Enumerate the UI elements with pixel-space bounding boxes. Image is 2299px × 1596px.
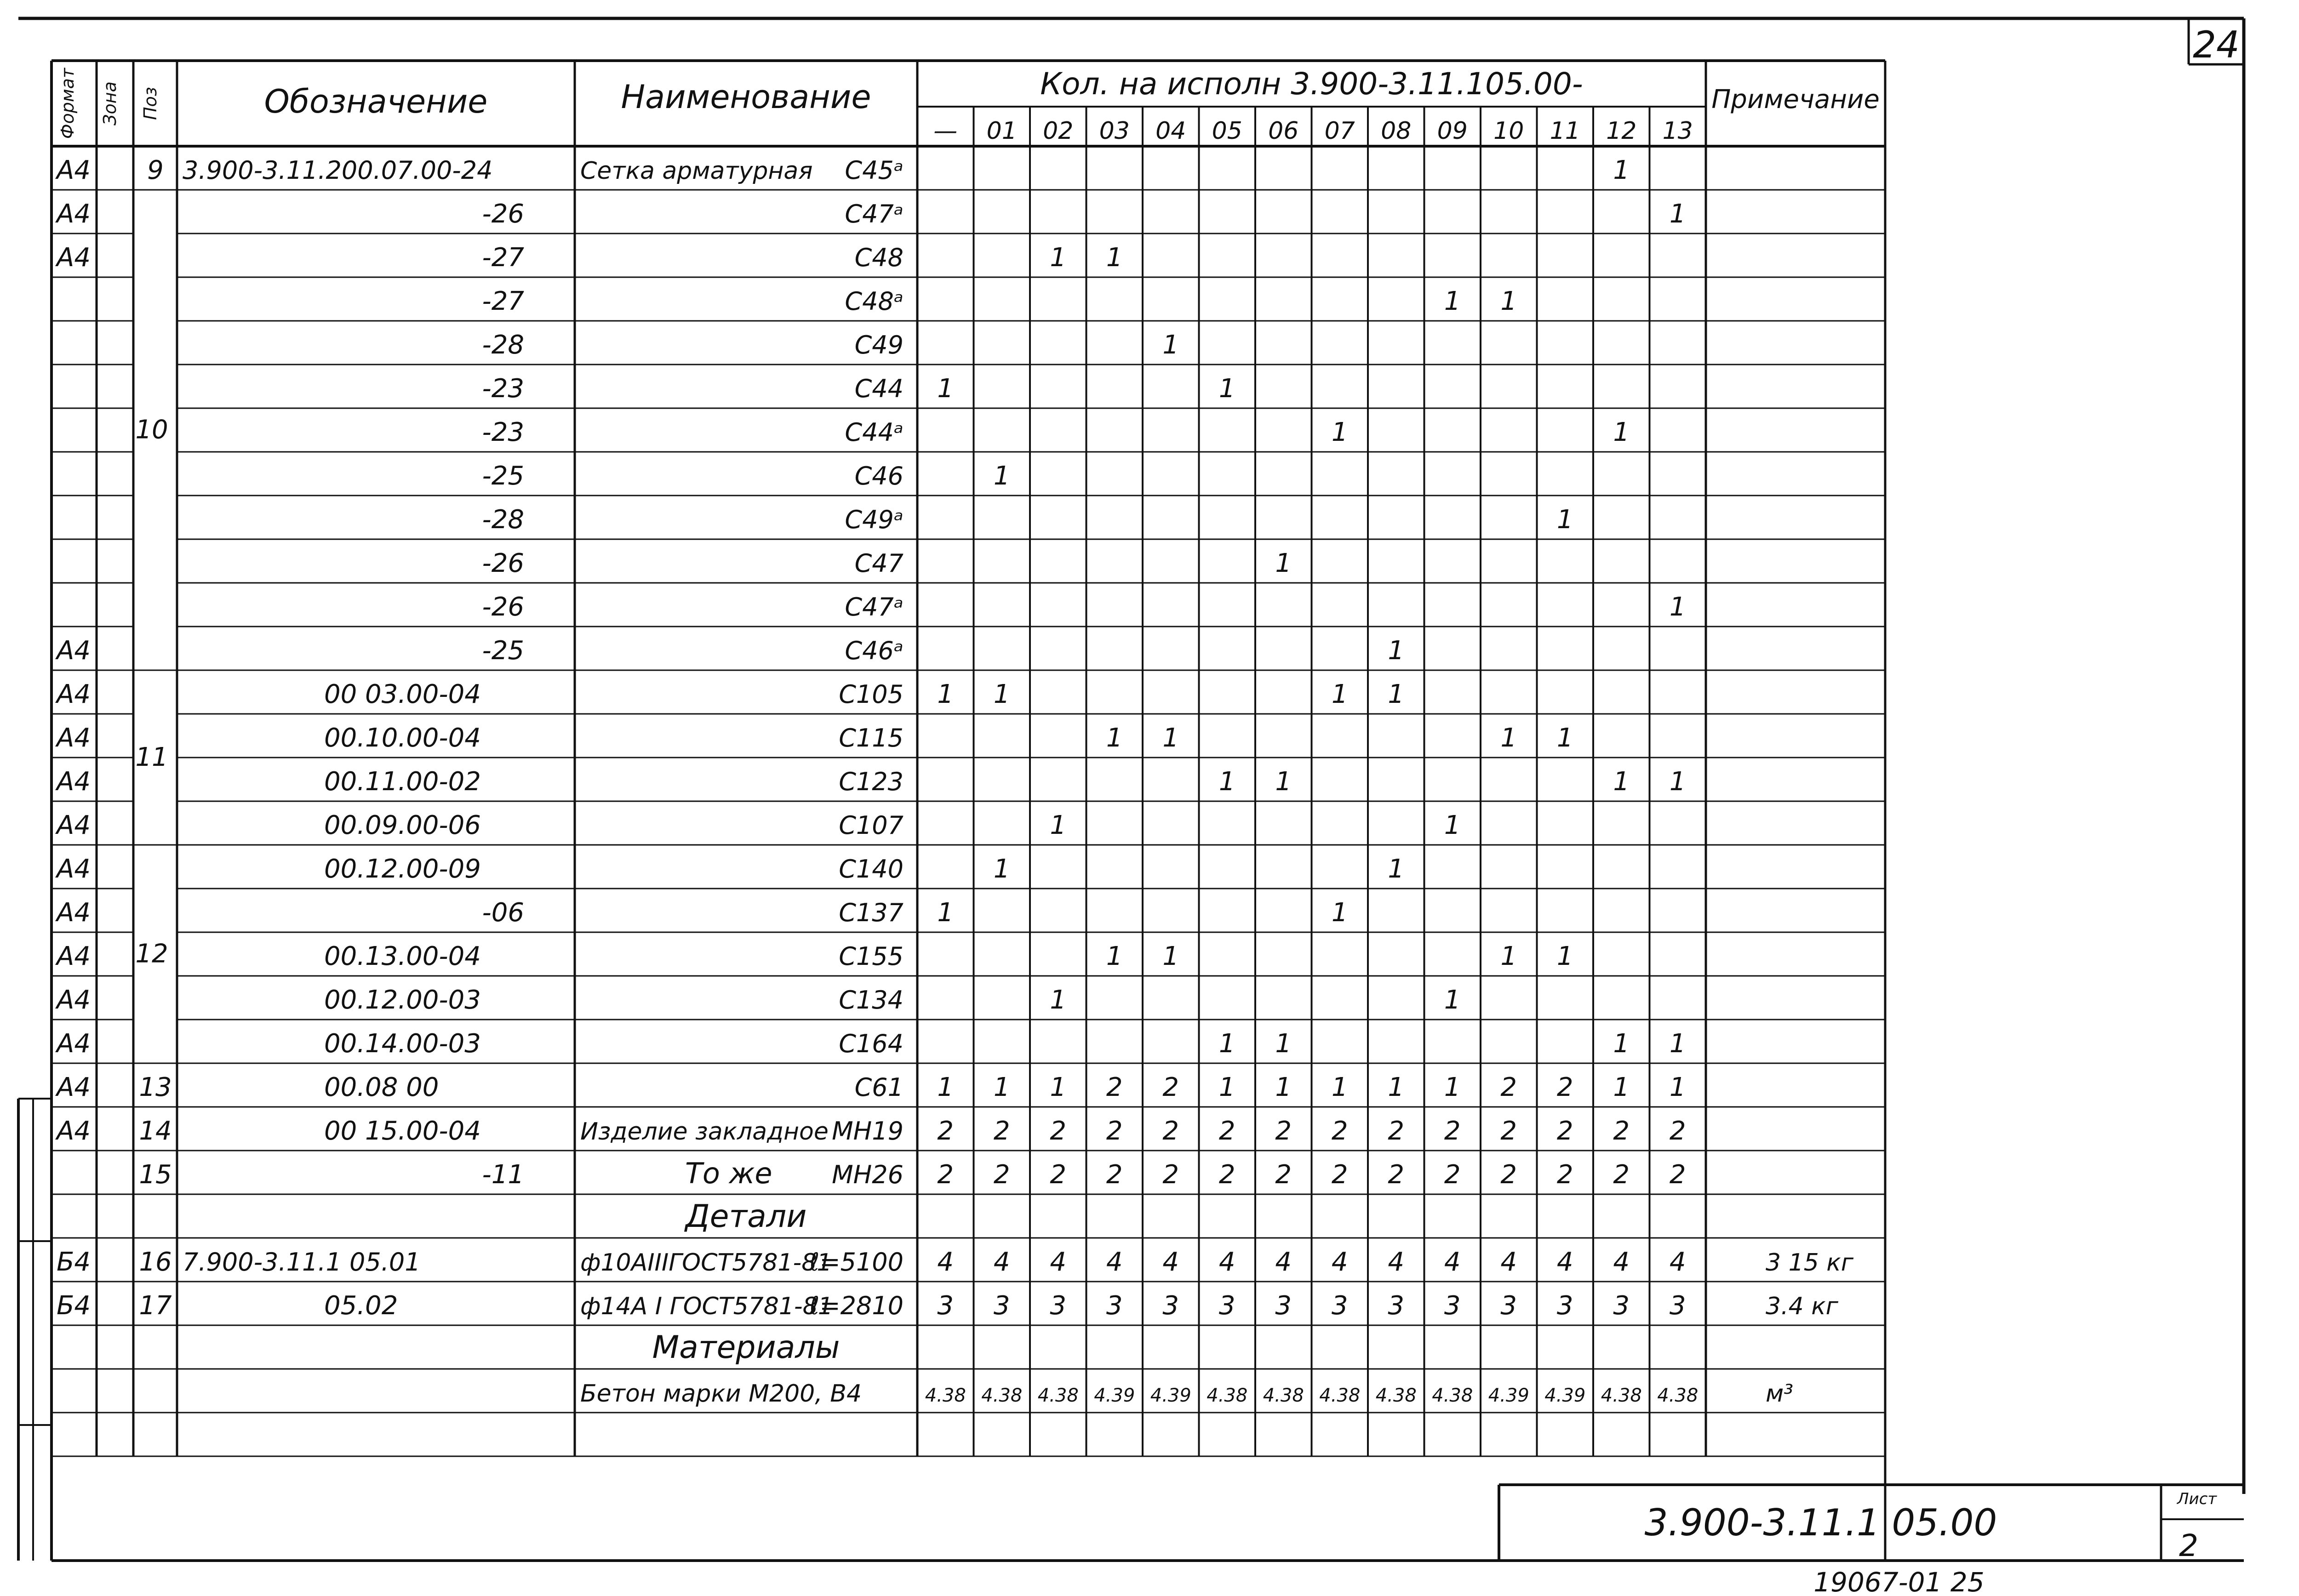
row-format: A4	[57, 1029, 91, 1059]
row-position: 13	[139, 1072, 172, 1102]
variant-header: 04	[1155, 117, 1186, 145]
qty-cell: 1	[1050, 1072, 1067, 1102]
row-designation: -27	[482, 243, 524, 273]
row-format: A4	[57, 199, 91, 229]
table-text-layer	[55, 66, 1880, 1408]
qty-cell: 4	[1050, 1247, 1067, 1277]
row-note: 3 15 кг	[1766, 1249, 1854, 1277]
header-name: Наименование	[621, 78, 871, 116]
qty-cell: 2	[1500, 1160, 1517, 1190]
row-mark: ℓ=2810	[809, 1291, 904, 1320]
row-format: A4	[57, 636, 91, 666]
row-mark: С48	[854, 243, 904, 272]
row-mark: МН19	[832, 1117, 904, 1146]
qty-cell: 2	[1500, 1072, 1517, 1102]
qty-cell: 4.38	[981, 1385, 1023, 1406]
qty-cell: 1	[1050, 810, 1067, 840]
variant-header: 05	[1212, 117, 1242, 145]
qty-cell: 1	[1388, 854, 1405, 884]
row-mark: С123	[839, 767, 904, 796]
row-position: 17	[139, 1291, 172, 1321]
qty-cell: 1	[1444, 985, 1461, 1015]
qty-cell: 3	[1331, 1291, 1348, 1321]
section-heading: Детали	[685, 1198, 807, 1235]
qty-cell: 2	[1444, 1116, 1461, 1146]
qty-cell: 1	[1331, 417, 1348, 447]
row-designation: -28	[482, 330, 524, 360]
qty-cell: 4.38	[1263, 1385, 1304, 1406]
row-designation: 3.900-3.11.200.07.00-24	[183, 156, 493, 185]
row-designation: -28	[482, 505, 524, 535]
row-format: A4	[57, 941, 91, 971]
qty-cell: 2	[1275, 1160, 1292, 1190]
row-mark: С137	[839, 898, 904, 927]
qty-cell: 1	[1218, 767, 1235, 797]
qty-cell: 1	[1275, 548, 1292, 578]
row-mark: МН26	[832, 1160, 904, 1189]
qty-cell: 2	[1613, 1116, 1630, 1146]
qty-cell: 2	[1556, 1116, 1573, 1146]
qty-cell: 1	[1388, 1072, 1405, 1102]
variant-header: 03	[1099, 117, 1130, 145]
qty-cell: 1	[1669, 592, 1686, 622]
row-name: ф10АIIIГОСТ5781-81	[580, 1249, 832, 1277]
qty-cell: 1	[1218, 1029, 1235, 1059]
qty-cell: 1	[993, 679, 1010, 709]
row-mark: С47ᵃ	[845, 200, 904, 228]
row-mark: С48ᵃ	[845, 287, 904, 316]
qty-cell: 1	[1275, 767, 1292, 797]
row-format: A4	[57, 723, 91, 753]
row-mark: С61	[854, 1073, 904, 1102]
qty-cell: 4	[1275, 1247, 1292, 1277]
row-mark: С134	[839, 986, 904, 1015]
qty-cell: 3	[1275, 1291, 1292, 1321]
row-designation: 00.09.00-06	[324, 810, 481, 840]
row-format: Б4	[56, 1247, 91, 1277]
qty-cell: 1	[1669, 767, 1686, 797]
page-number: 24	[2193, 23, 2240, 66]
row-mark: С47	[854, 549, 904, 578]
row-mark: С47ᵃ	[845, 593, 904, 621]
qty-cell: 1	[1669, 199, 1686, 229]
row-mark: С46ᵃ	[845, 636, 904, 665]
qty-cell: 1	[1050, 243, 1067, 273]
qty-cell: 4.39	[1488, 1385, 1529, 1406]
qty-cell: 1	[1444, 810, 1461, 840]
row-mark: ℓ=5100	[809, 1248, 904, 1277]
variant-header: 08	[1381, 117, 1412, 145]
qty-cell: 3	[1556, 1291, 1573, 1321]
row-format: A4	[57, 767, 91, 797]
row-format: A4	[57, 854, 91, 884]
qty-cell: 2	[1500, 1116, 1517, 1146]
qty-cell: 2	[1388, 1116, 1405, 1146]
row-name: То же	[685, 1157, 772, 1190]
qty-cell: 4.38	[1657, 1385, 1699, 1406]
title-block-sheet-number: 2	[2179, 1528, 2198, 1563]
qty-cell: 1	[993, 1072, 1010, 1102]
qty-cell: 4.38	[1375, 1385, 1417, 1406]
qty-cell: 1	[1613, 767, 1630, 797]
qty-cell: 1	[1500, 723, 1517, 753]
qty-cell: 1	[993, 461, 1010, 491]
qty-cell: 4.38	[1432, 1385, 1473, 1406]
variant-header: —	[933, 117, 958, 145]
variant-header: 02	[1043, 117, 1074, 145]
qty-cell: 4	[1218, 1247, 1235, 1277]
row-designation: -26	[482, 592, 524, 622]
qty-cell: 1	[937, 1072, 954, 1102]
qty-cell: 1	[1106, 941, 1123, 971]
qty-cell: 4	[993, 1247, 1010, 1277]
row-format: A4	[57, 898, 91, 928]
qty-cell: 1	[1669, 1029, 1686, 1059]
qty-cell: 1	[1388, 636, 1405, 666]
header-note: Примечание	[1711, 85, 1880, 114]
row-format: A4	[57, 679, 91, 709]
row-position: 15	[139, 1160, 172, 1190]
qty-cell: 2	[1218, 1116, 1235, 1146]
qty-cell: 1	[1050, 985, 1067, 1015]
qty-cell: 4.38	[1207, 1385, 1248, 1406]
qty-cell: 4.39	[1150, 1385, 1191, 1406]
row-designation: 00.12.00-09	[324, 854, 481, 884]
qty-cell: 2	[1218, 1160, 1235, 1190]
qty-cell: 2	[993, 1160, 1010, 1190]
qty-cell: 1	[1388, 679, 1405, 709]
section-heading: Материалы	[652, 1329, 840, 1366]
qty-cell: 4.38	[1037, 1385, 1079, 1406]
row-mark: С44ᵃ	[845, 418, 904, 447]
qty-cell: 1	[1613, 417, 1630, 447]
qty-cell: 2	[1556, 1072, 1573, 1102]
group-position: 12	[135, 939, 168, 969]
row-format: A4	[57, 810, 91, 840]
qty-cell: 4	[1331, 1247, 1348, 1277]
variant-header: 11	[1550, 117, 1580, 145]
group-position: 10	[135, 415, 168, 445]
row-position: 9	[147, 155, 164, 185]
row-designation: -23	[482, 417, 524, 447]
qty-cell: 1	[1331, 898, 1348, 928]
qty-cell: 2	[1444, 1160, 1461, 1190]
qty-cell: 2	[1275, 1116, 1292, 1146]
qty-cell: 4.39	[1094, 1385, 1135, 1406]
qty-cell: 2	[1106, 1116, 1123, 1146]
row-format: A4	[57, 1116, 91, 1146]
header-format: Формат	[57, 68, 78, 139]
row-format: A4	[57, 155, 91, 185]
qty-cell: 2	[1106, 1160, 1123, 1190]
qty-cell: 1	[993, 854, 1010, 884]
qty-cell: 2	[1388, 1160, 1405, 1190]
qty-cell: 2	[1162, 1160, 1179, 1190]
row-mark: С46	[854, 462, 904, 490]
qty-cell: 1	[1613, 1072, 1630, 1102]
qty-cell: 4.38	[925, 1385, 966, 1406]
row-format: A4	[57, 985, 91, 1015]
qty-cell: 1	[1331, 1072, 1348, 1102]
qty-cell: 2	[1050, 1116, 1067, 1146]
row-designation: -25	[482, 461, 524, 491]
header-pos: Поз	[140, 86, 160, 120]
row-designation: -23	[482, 374, 524, 404]
row-position: 14	[139, 1116, 172, 1146]
group-position: 11	[135, 742, 168, 772]
qty-cell: 1	[1556, 941, 1573, 971]
qty-cell: 3	[1613, 1291, 1630, 1321]
qty-cell: 1	[1669, 1072, 1686, 1102]
qty-cell: 4	[1669, 1247, 1686, 1277]
row-designation: 00.14.00-03	[324, 1029, 481, 1059]
qty-cell: 2	[937, 1116, 954, 1146]
qty-cell: 2	[1331, 1116, 1348, 1146]
qty-cell: 4	[937, 1247, 954, 1277]
header-zone: Зона	[100, 81, 120, 125]
qty-cell: 3	[1106, 1291, 1123, 1321]
row-mark: С49	[854, 331, 904, 359]
qty-cell: 1	[1444, 1072, 1461, 1102]
row-mark: С140	[839, 855, 904, 884]
row-designation: -27	[482, 286, 524, 316]
qty-cell: 3	[1050, 1291, 1067, 1321]
variant-header: 13	[1662, 117, 1693, 145]
row-note: м³	[1766, 1380, 1794, 1408]
qty-cell: 2	[937, 1160, 954, 1190]
qty-cell: 1	[1162, 330, 1179, 360]
row-mark: С164	[839, 1029, 904, 1058]
row-name: Бетон марки М200, В4	[580, 1380, 862, 1408]
qty-cell: 3	[993, 1291, 1010, 1321]
row-designation: -06	[482, 898, 524, 928]
row-designation: -25	[482, 636, 524, 666]
qty-cell: 3	[1444, 1291, 1461, 1321]
qty-cell: 1	[1331, 679, 1348, 709]
variant-header: 01	[986, 117, 1017, 145]
qty-cell: 4.38	[1601, 1385, 1642, 1406]
qty-cell: 1	[1106, 243, 1123, 273]
qty-cell: 2	[993, 1116, 1010, 1146]
qty-cell: 3	[937, 1291, 954, 1321]
header-designation: Обозначение	[264, 83, 488, 120]
qty-cell: 4.38	[1319, 1385, 1361, 1406]
row-designation: 00.10.00-04	[324, 723, 481, 753]
row-mark: С44	[854, 374, 904, 403]
row-designation: 00 15.00-04	[324, 1116, 481, 1146]
footer-archive-code: 19067-01 25	[1813, 1567, 1984, 1596]
qty-cell: 4	[1556, 1247, 1573, 1277]
qty-cell: 2	[1613, 1160, 1630, 1190]
qty-cell: 4	[1613, 1247, 1630, 1277]
qty-cell: 1	[1275, 1029, 1292, 1059]
qty-cell: 1	[1613, 155, 1630, 185]
qty-cell: 3	[1388, 1291, 1405, 1321]
row-mark: С107	[839, 811, 904, 840]
title-block-document-code: 3.900-3.11.1 05.00	[1644, 1501, 1997, 1544]
header-qty-caption: Кол. на исполн 3.900-3.11.105.00-	[1040, 66, 1583, 102]
row-format: A4	[57, 1072, 91, 1102]
row-name: ф14А I ГОСТ5781-81	[580, 1293, 833, 1320]
qty-cell: 2	[1162, 1072, 1179, 1102]
qty-cell: 4	[1388, 1247, 1405, 1277]
row-name: Сетка арматурная	[580, 157, 813, 185]
row-mark: С105	[839, 680, 904, 709]
row-designation: -26	[482, 548, 524, 578]
row-designation: -11	[482, 1160, 524, 1190]
row-designation: 00.13.00-04	[324, 941, 481, 971]
qty-cell: 2	[1331, 1160, 1348, 1190]
qty-cell: 2	[1162, 1116, 1179, 1146]
qty-cell: 2	[1556, 1160, 1573, 1190]
row-mark: С45ᵃ	[845, 156, 904, 185]
variant-header: 10	[1493, 117, 1524, 145]
row-designation: 05.02	[324, 1291, 398, 1321]
qty-cell: 1	[937, 679, 954, 709]
qty-cell: 4.39	[1544, 1385, 1586, 1406]
qty-cell: 1	[1613, 1029, 1630, 1059]
qty-cell: 1	[937, 898, 954, 928]
row-designation: 00.11.00-02	[324, 767, 481, 797]
qty-cell: 1	[1218, 1072, 1235, 1102]
qty-cell: 1	[1275, 1072, 1292, 1102]
qty-cell: 2	[1106, 1072, 1123, 1102]
row-designation: -26	[482, 199, 524, 229]
variant-header: 09	[1437, 117, 1468, 145]
row-mark: С49ᵃ	[845, 505, 904, 534]
title-block-sheet-label: Лист	[2177, 1490, 2217, 1508]
qty-cell: 1	[1556, 723, 1573, 753]
qty-cell: 4	[1444, 1247, 1461, 1277]
row-note: 3.4 кг	[1766, 1293, 1838, 1320]
row-mark: С115	[839, 724, 904, 752]
qty-cell: 4	[1500, 1247, 1517, 1277]
qty-cell: 1	[1162, 723, 1179, 753]
row-designation: 00.08 00	[324, 1072, 439, 1102]
qty-cell: 4	[1106, 1247, 1123, 1277]
row-designation: 00 03.00-04	[324, 679, 481, 709]
qty-cell: 2	[1669, 1160, 1686, 1190]
row-format: Б4	[56, 1291, 91, 1321]
qty-cell: 3	[1669, 1291, 1686, 1321]
row-designation: 00.12.00-03	[324, 985, 481, 1015]
qty-cell: 3	[1162, 1291, 1179, 1321]
qty-cell: 1	[1444, 286, 1461, 316]
qty-cell: 3	[1500, 1291, 1517, 1321]
qty-cell: 1	[1500, 941, 1517, 971]
variant-header: 12	[1606, 117, 1637, 145]
row-mark: С155	[839, 942, 904, 971]
row-position: 16	[139, 1247, 172, 1277]
variant-header: 07	[1324, 117, 1355, 145]
row-name: Изделие закладное	[580, 1118, 829, 1146]
qty-cell: 2	[1050, 1160, 1067, 1190]
row-designation: 7.900-3.11.1 05.01	[183, 1248, 421, 1277]
qty-cell: 1	[1500, 286, 1517, 316]
qty-cell: 2	[1669, 1116, 1686, 1146]
variant-header: 06	[1268, 117, 1299, 145]
qty-cell: 3	[1218, 1291, 1235, 1321]
qty-cell: 1	[1556, 505, 1573, 535]
qty-cell: 1	[937, 374, 954, 404]
qty-cell: 1	[1218, 374, 1235, 404]
row-format: A4	[57, 243, 91, 273]
qty-cell: 1	[1106, 723, 1123, 753]
qty-cell: 4	[1162, 1247, 1179, 1277]
qty-cell: 1	[1162, 941, 1179, 971]
